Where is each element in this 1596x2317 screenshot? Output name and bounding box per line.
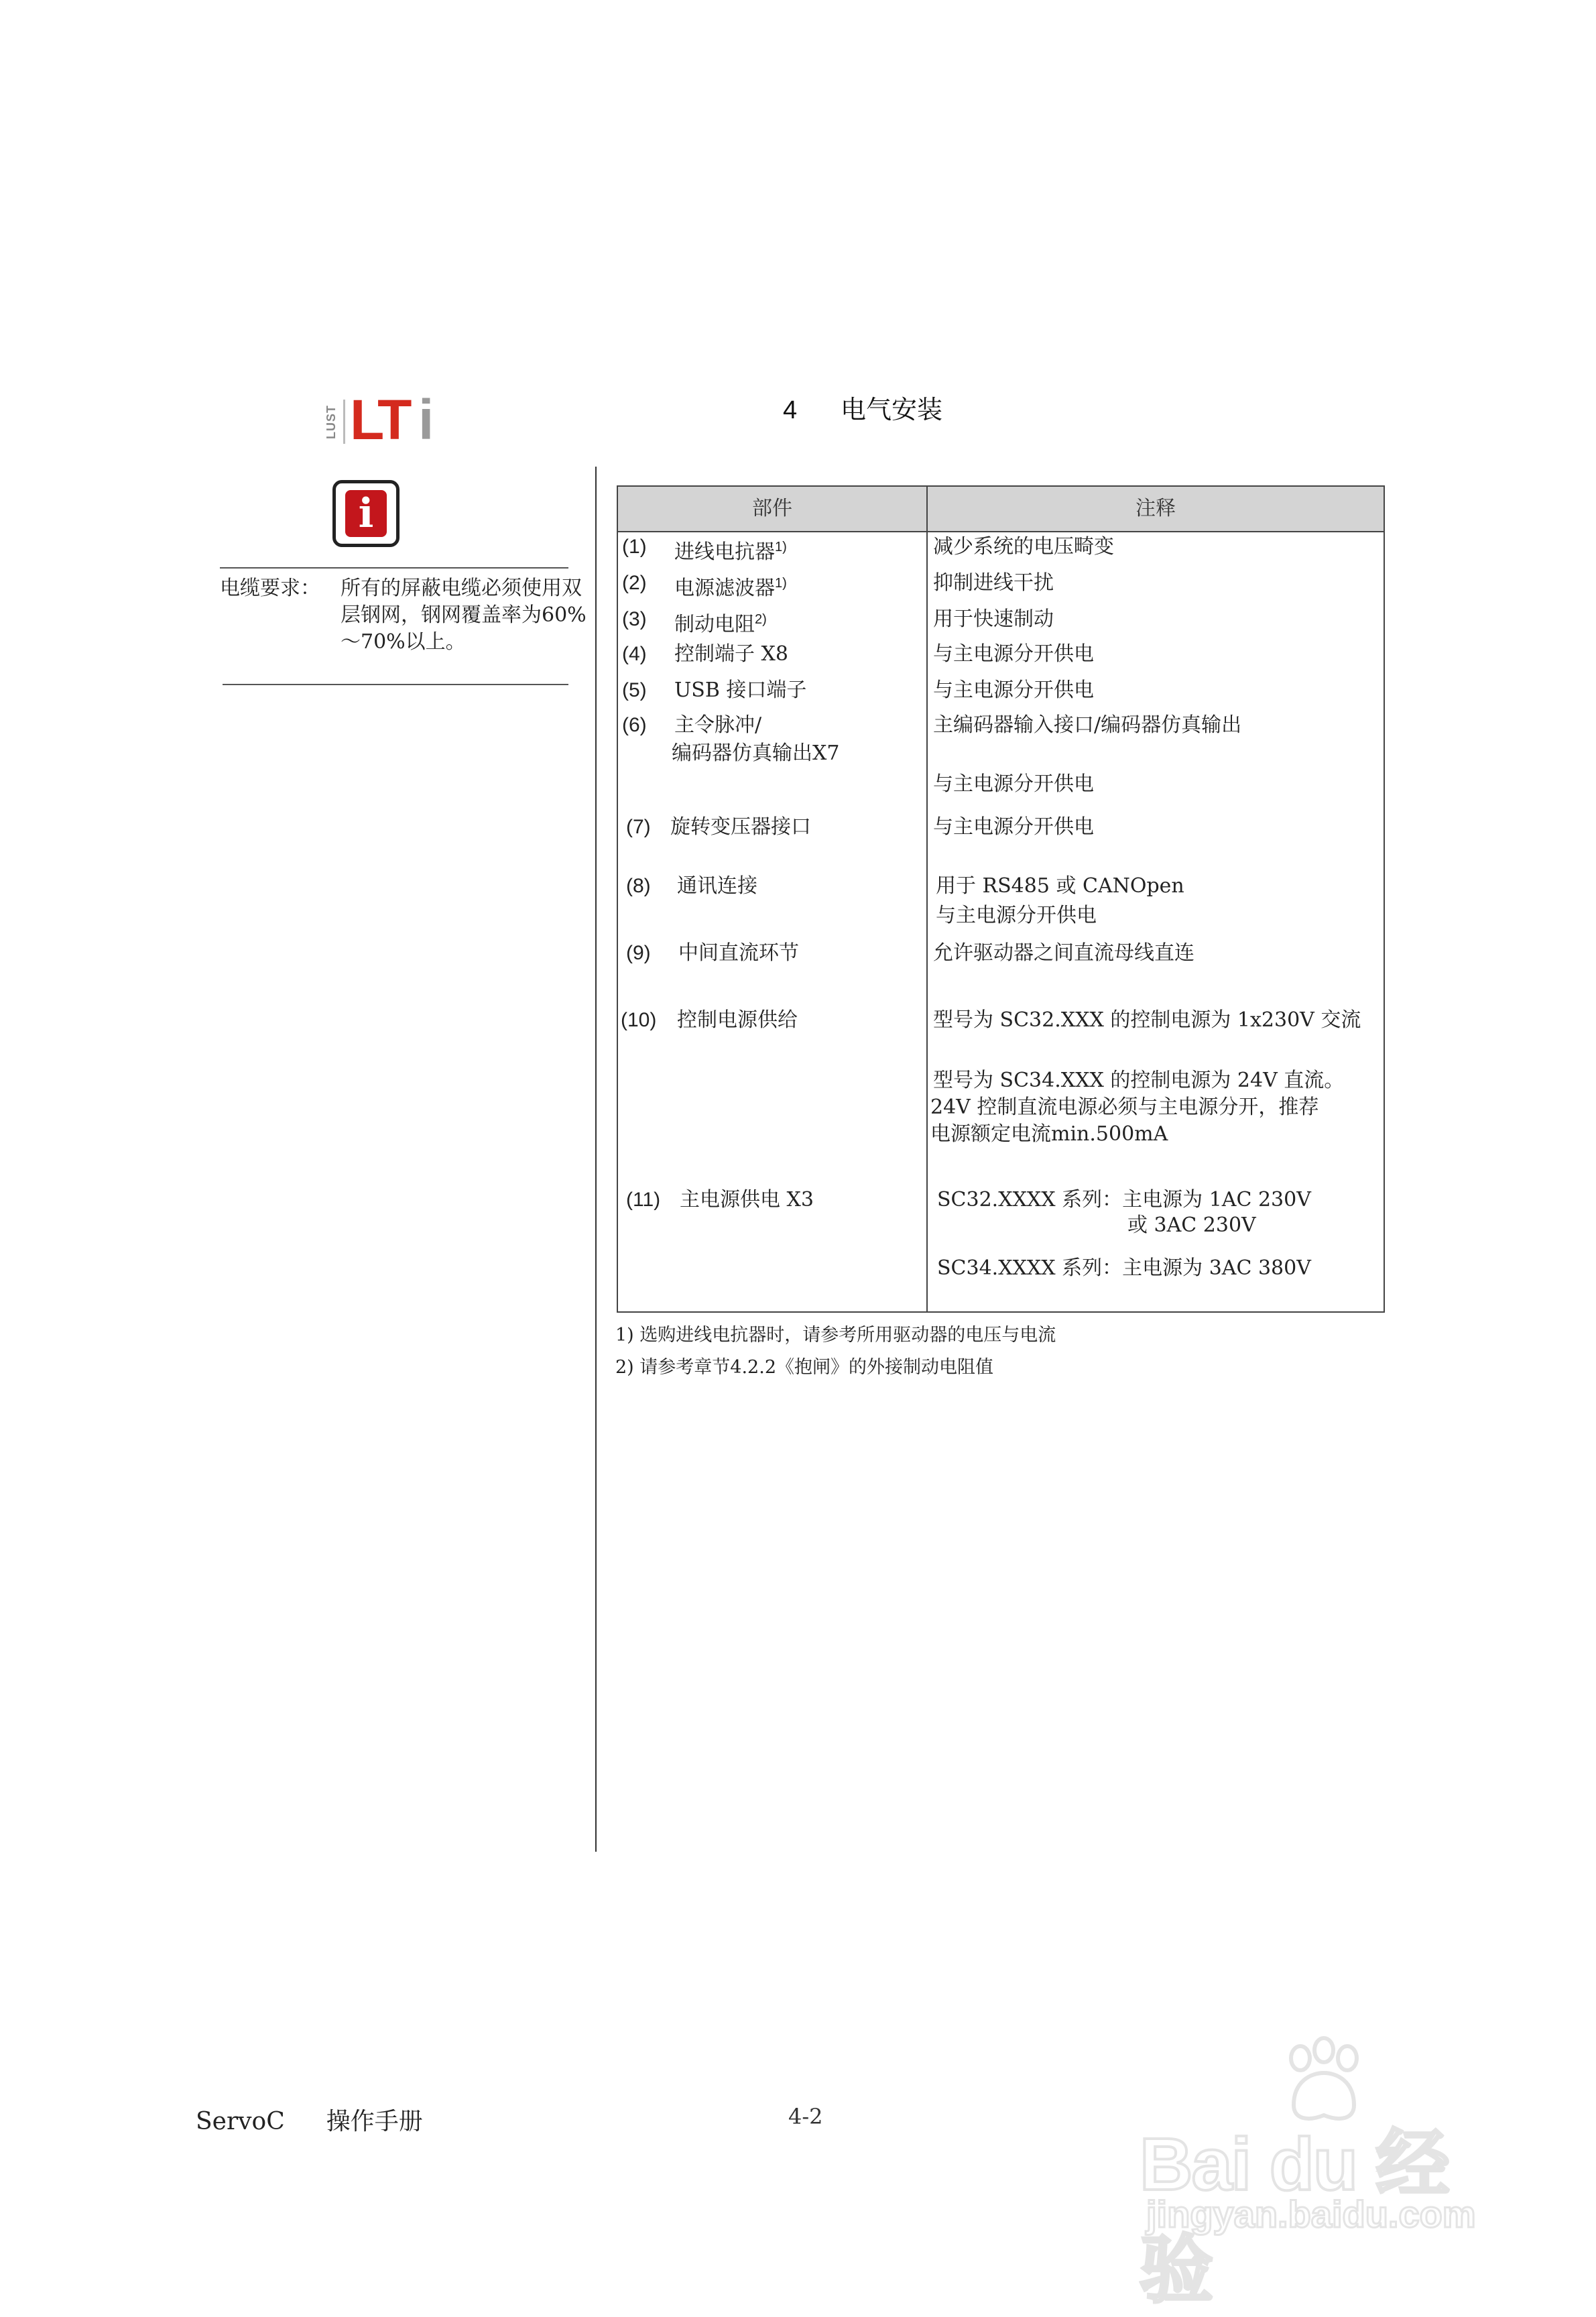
info-icon: i xyxy=(332,480,400,547)
note-bottom-rule xyxy=(223,684,568,685)
note-label: 电缆要求： xyxy=(220,577,320,600)
logo-lt-text: LT xyxy=(350,388,410,451)
row-number: (11) xyxy=(626,1189,661,1211)
row-note: 与主电源分开供电 xyxy=(933,815,1094,839)
row-note: 与主电源分开供电 xyxy=(936,904,1097,927)
chapter-title: 电气安装 xyxy=(841,395,943,424)
watermark-url: jingyan.baidu.com xyxy=(1146,2193,1476,2235)
row-note: 主编码器输入接口/编码器仿真输出 xyxy=(933,713,1242,737)
row-note: 允许驱动器之间直流母线直连 xyxy=(933,941,1194,965)
row-note: SC32.XXXX 系列：主电源为 1AC 230V xyxy=(937,1188,1311,1211)
row-number: (1) xyxy=(622,536,647,558)
row-number: (9) xyxy=(626,942,651,964)
row-note: 用于 RS485 或 CANOpen xyxy=(936,874,1184,898)
lti-logo xyxy=(324,388,452,451)
row-part: 旋转变压器接口 xyxy=(670,815,811,839)
row-number: (5) xyxy=(622,679,647,701)
row-number: (4) xyxy=(622,643,647,665)
row-part-line2: 编码器仿真输出X7 xyxy=(672,741,840,765)
row-number: (3) xyxy=(622,608,647,630)
footer-title xyxy=(196,2102,423,2137)
row-part: 主电源供电 X3 xyxy=(680,1188,814,1211)
row-note: 用于快速制动 xyxy=(933,607,1054,631)
row-note: SC34.XXXX 系列：主电源为 3AC 380V xyxy=(937,1256,1311,1280)
baidu-watermark xyxy=(1140,2031,1515,2312)
row-part: USB 接口端子 xyxy=(674,678,807,702)
row-note: 24V 控制直流电源必须与主电源分开，推荐 xyxy=(930,1095,1319,1119)
row-note: 电源额定电流min.500mA xyxy=(930,1122,1168,1146)
row-part: 控制端子 X8 xyxy=(674,642,788,666)
row-part: 电源滤波器$^{1)}$ xyxy=(674,576,787,600)
row-part: 主令脉冲/ xyxy=(674,713,762,737)
chapter-heading xyxy=(783,389,942,426)
row-number: (2) xyxy=(622,572,647,594)
footer-manual: 操作手册 xyxy=(326,2108,423,2135)
table-header xyxy=(618,487,1384,532)
logo-divider xyxy=(343,400,345,444)
footnote-2: 2) 请参考章节4.2.2《抱闸》的外接制动电阻值 xyxy=(615,1357,993,1378)
row-note: 与主电源分开供电 xyxy=(933,678,1094,702)
row-number: (10) xyxy=(621,1009,657,1031)
watermark-brand: Bai du 经验 xyxy=(1140,2123,1449,2312)
page-number: 4-2 xyxy=(788,2104,823,2129)
column-divider xyxy=(595,467,597,1852)
row-part: 通讯连接 xyxy=(677,874,757,898)
header-part: 部件 xyxy=(752,497,792,520)
footer-product: ServoC xyxy=(196,2108,285,2135)
row-number: (6) xyxy=(622,714,647,736)
components-table xyxy=(617,485,1385,1313)
logo-lust-text: LUST xyxy=(324,405,338,440)
note-top-rule xyxy=(220,567,568,569)
row-note: 型号为 SC32.XXX 的控制电源为 1x230V 交流 xyxy=(933,1008,1361,1032)
header-notes: 注释 xyxy=(1135,497,1176,520)
logo-i-text: i xyxy=(418,388,434,451)
row-note: 与主电源分开供电 xyxy=(933,642,1094,666)
row-note: 型号为 SC34.XXX 的控制电源为 24V 直流。 xyxy=(933,1069,1345,1092)
row-part: 进线电抗器$^{1)}$ xyxy=(674,540,787,564)
row-part: 控制电源供给 xyxy=(677,1008,798,1032)
row-note: 与主电源分开供电 xyxy=(933,772,1094,796)
row-note: 减少系统的电压畸变 xyxy=(933,535,1114,558)
row-number: (7) xyxy=(626,816,651,838)
row-note: 或 3AC 230V xyxy=(1127,1213,1256,1237)
note-text: 所有的屏蔽电缆必须使用双层钢网，钢网覆盖率为60%～70%以上。 xyxy=(341,577,587,654)
chapter-number: 4 xyxy=(783,396,798,424)
row-part: 中间直流环节 xyxy=(678,941,799,965)
row-part: 制动电阻$^{2)}$ xyxy=(674,612,767,636)
footnote-1: 1) 选购进线电抗器时，请参考所用驱动器的电压与电流 xyxy=(615,1325,1056,1346)
row-number: (8) xyxy=(626,875,651,897)
row-note: 抑制进线干扰 xyxy=(933,571,1054,595)
table-column-separator xyxy=(926,487,928,1311)
